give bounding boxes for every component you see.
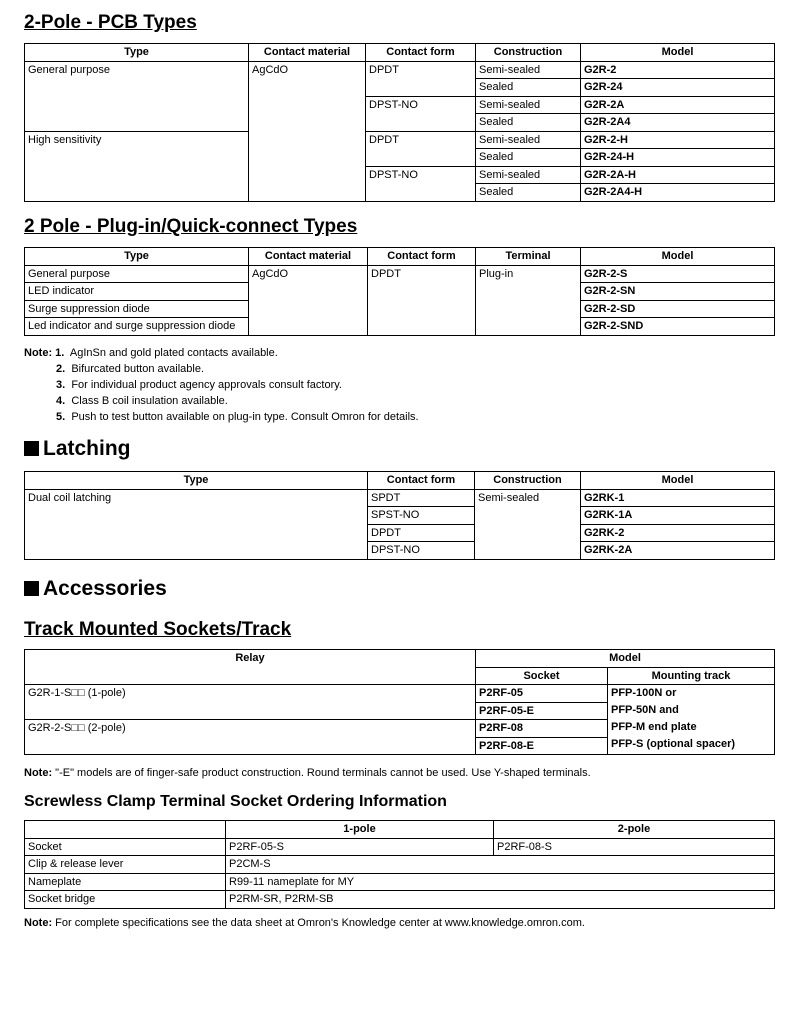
note-label: Note: — [24, 767, 53, 779]
note-number: 2. — [56, 363, 66, 375]
accessories-heading — [24, 577, 167, 601]
construction-cell: Sealed — [476, 114, 581, 132]
note-text: For complete specifications see the data sheet at Omron's Knowledge center at www.knowledge.omron.com. — [55, 917, 585, 929]
pcb-types-table — [24, 43, 775, 202]
track-line: PFP-50N and — [611, 704, 679, 716]
socket-cell: P2RF-05 — [476, 685, 608, 703]
header-form: Contact form — [366, 44, 476, 62]
latching-table — [24, 471, 775, 560]
construction-cell: Semi-sealed — [476, 166, 581, 184]
type-cell: Surge suppression diode — [25, 300, 249, 318]
relay-cell: G2R-1-S□□ (1-pole) — [25, 685, 476, 720]
note-number: 4. — [56, 395, 66, 407]
type-cell: General purpose — [25, 61, 249, 131]
table-header — [25, 44, 775, 62]
construction-cell: Sealed — [476, 184, 581, 202]
note-text: For individual product agency approvals consult factory. — [71, 379, 342, 391]
row-label: Nameplate — [25, 873, 226, 891]
form-cell: DPST-NO — [366, 96, 476, 131]
table-row — [25, 838, 775, 856]
form-cell: DPST-NO — [366, 166, 476, 201]
model-cell: G2R-2-H — [581, 131, 775, 149]
note-text: Class B coil insulation available. — [71, 395, 228, 407]
header-type: Type — [25, 44, 249, 62]
model-cell: G2R-2-S — [581, 265, 775, 283]
type-cell: Dual coil latching — [25, 489, 368, 559]
model-cell: G2RK-1A — [581, 507, 775, 525]
header-1-pole: 1-pole — [226, 821, 494, 839]
screwless-table — [24, 820, 775, 909]
track-title: Track Mounted Sockets/Track — [24, 619, 292, 640]
table-header — [25, 650, 775, 668]
note-text: "-E" models are of finger-safe product construction. Round terminals cannot be used. Use Y-shaped terminals. — [55, 767, 591, 779]
note-text: Bifurcated button available. — [71, 363, 205, 375]
model-cell: G2R-2A4 — [581, 114, 775, 132]
track-sockets-table — [24, 649, 775, 755]
latching-title: Latching — [43, 437, 131, 460]
screwless-title: Screwless Clamp Terminal Socket Ordering Information — [24, 793, 447, 810]
header-form: Contact form — [368, 472, 475, 490]
table-row — [25, 873, 775, 891]
header-relay: Relay — [25, 650, 476, 685]
note-label: Note: — [24, 917, 53, 929]
square-bullet-icon — [24, 441, 39, 456]
model-cell: G2R-2A — [581, 96, 775, 114]
accessories-title: Accessories — [43, 577, 167, 600]
form-cell: DPDT — [368, 524, 475, 542]
value-cell: P2RF-05-S — [226, 838, 494, 856]
table-row — [25, 856, 775, 874]
header-terminal: Terminal — [476, 248, 581, 266]
model-cell: G2RK-1 — [581, 489, 775, 507]
square-bullet-icon — [24, 581, 39, 596]
track-line: PFP-100N or — [611, 687, 677, 699]
material-cell: AgCdO — [249, 265, 368, 335]
terminal-cell: Plug-in — [476, 265, 581, 335]
value-cell: R99-11 nameplate for MY — [226, 873, 775, 891]
socket-cell: P2RF-05-E — [476, 702, 608, 720]
table-row — [25, 265, 775, 283]
header-track: Mounting track — [608, 667, 775, 685]
type-cell: High sensitivity — [25, 131, 249, 201]
plugin-title: 2 Pole - Plug-in/Quick-connect Types — [24, 216, 358, 237]
value-cell: P2RF-08-S — [494, 838, 775, 856]
header-model: Model — [581, 248, 775, 266]
header-construction: Construction — [476, 44, 581, 62]
note-text: AgInSn and gold plated contacts available. — [69, 347, 278, 359]
header-2-pole: 2-pole — [494, 821, 775, 839]
latching-heading — [24, 437, 131, 461]
form-cell: DPST-NO — [368, 542, 475, 560]
header-type: Type — [25, 472, 368, 490]
header-blank — [25, 821, 226, 839]
model-cell: G2R-24-H — [581, 149, 775, 167]
note-text: Push to test button available on plug-in type. Consult Omron for details. — [71, 411, 419, 423]
model-cell: G2RK-2A — [581, 542, 775, 560]
note-number: 3. — [56, 379, 66, 391]
pcb-title: 2-Pole - PCB Types — [24, 12, 197, 33]
construction-cell: Semi-sealed — [476, 96, 581, 114]
construction-cell: Semi-sealed — [476, 131, 581, 149]
type-cell: Led indicator and surge suppression diode — [25, 318, 249, 336]
header-construction: Construction — [475, 472, 581, 490]
model-cell: G2R-2-SD — [581, 300, 775, 318]
plugin-notes — [24, 345, 419, 425]
header-material: Contact material — [249, 44, 366, 62]
screwless-note — [24, 915, 585, 931]
note-number: 1. — [55, 347, 65, 359]
header-type: Type — [25, 248, 249, 266]
form-cell: DPDT — [368, 265, 476, 335]
track-line: PFP-M end plate — [611, 721, 697, 733]
socket-cell: P2RF-08 — [476, 720, 608, 738]
model-cell: G2R-2 — [581, 61, 775, 79]
value-cell: P2CM-S — [226, 856, 775, 874]
track-cell — [608, 685, 775, 755]
note-label: Note: — [24, 347, 53, 359]
construction-cell: Sealed — [476, 149, 581, 167]
header-model: Model — [581, 44, 775, 62]
row-label: Socket bridge — [25, 891, 226, 909]
material-cell: AgCdO — [249, 61, 366, 201]
model-cell: G2R-2-SND — [581, 318, 775, 336]
table-header — [25, 248, 775, 266]
table-row — [25, 131, 775, 149]
table-header — [25, 472, 775, 490]
row-label: Clip & release lever — [25, 856, 226, 874]
construction-cell: Semi-sealed — [475, 489, 581, 559]
table-row — [25, 489, 775, 507]
table-row — [25, 891, 775, 909]
form-cell: DPDT — [366, 131, 476, 166]
header-form: Contact form — [368, 248, 476, 266]
header-model: Model — [476, 650, 775, 668]
table-row — [25, 61, 775, 79]
type-cell: LED indicator — [25, 283, 249, 301]
track-line: PFP-S (optional spacer) — [611, 738, 736, 750]
construction-cell: Semi-sealed — [476, 61, 581, 79]
socket-cell: P2RF-08-E — [476, 737, 608, 755]
construction-cell: Sealed — [476, 79, 581, 97]
form-cell: DPDT — [366, 61, 476, 96]
table-header — [25, 821, 775, 839]
row-label: Socket — [25, 838, 226, 856]
track-note — [24, 765, 591, 781]
model-cell: G2RK-2 — [581, 524, 775, 542]
model-cell: G2R-2A-H — [581, 166, 775, 184]
relay-cell: G2R-2-S□□ (2-pole) — [25, 720, 476, 755]
model-cell: G2R-24 — [581, 79, 775, 97]
value-cell: P2RM-SR, P2RM-SB — [226, 891, 775, 909]
form-cell: SPDT — [368, 489, 475, 507]
table-row — [25, 685, 775, 703]
model-cell: G2R-2A4-H — [581, 184, 775, 202]
header-socket: Socket — [476, 667, 608, 685]
plugin-types-table — [24, 247, 775, 336]
type-cell: General purpose — [25, 265, 249, 283]
model-cell: G2R-2-SN — [581, 283, 775, 301]
note-number: 5. — [56, 411, 66, 423]
header-model: Model — [581, 472, 775, 490]
header-material: Contact material — [249, 248, 368, 266]
form-cell: SPST-NO — [368, 507, 475, 525]
